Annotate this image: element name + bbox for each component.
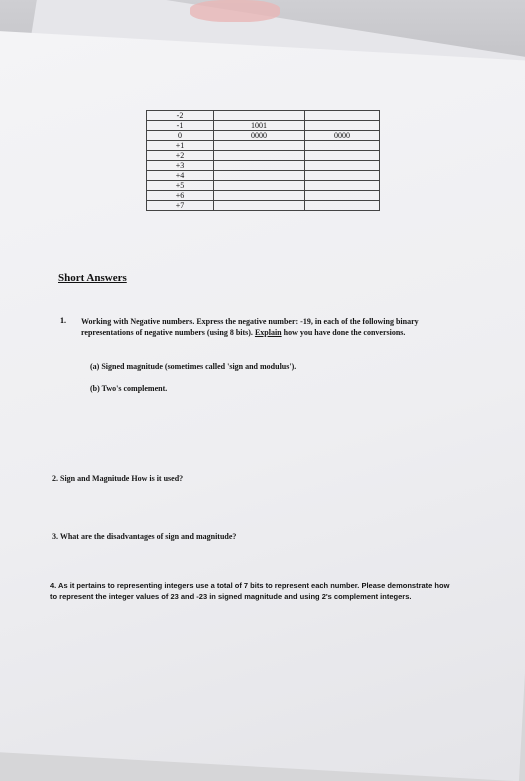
table-cell <box>305 171 380 181</box>
table-cell: 0000 <box>305 131 380 141</box>
table-row <box>147 111 380 121</box>
table-cell: +7 <box>147 201 214 211</box>
conversion-table-body <box>147 111 380 211</box>
table-cell <box>214 141 305 151</box>
table-cell <box>305 141 380 151</box>
table-cell: +3 <box>147 161 214 171</box>
table-row <box>147 181 380 191</box>
table-row <box>147 131 380 141</box>
question-1 <box>81 316 451 338</box>
table-cell <box>305 121 380 131</box>
table-cell <box>305 201 380 211</box>
table-row <box>147 151 380 161</box>
question-4: 4. As it pertains to representing integers use a total of 7 bits to represent each number. Please demonstrate how to represent the integer values of 23 and -23 in signed magnitude and using 2's complement integers. <box>50 581 450 601</box>
table-cell: +1 <box>147 141 214 151</box>
table-cell: -1 <box>147 121 214 131</box>
table-cell <box>214 111 305 121</box>
table-row <box>147 191 380 201</box>
table-cell: 1001 <box>214 121 305 131</box>
question-2: 2. Sign and Magnitude How is it used? <box>52 474 184 483</box>
table-row <box>147 121 380 131</box>
table-cell: +2 <box>147 151 214 161</box>
question-1-part-b: (b) Two's complement. <box>90 384 168 393</box>
table-cell <box>305 161 380 171</box>
table-cell: 0 <box>147 131 214 141</box>
table-row <box>147 171 380 181</box>
table-cell <box>214 161 305 171</box>
table-cell: +6 <box>147 191 214 201</box>
table-cell <box>214 191 305 201</box>
section-heading: Short Answers <box>58 272 127 284</box>
table-cell: +5 <box>147 181 214 191</box>
table-row <box>147 161 380 171</box>
table-cell: +4 <box>147 171 214 181</box>
table-cell: 0000 <box>214 131 305 141</box>
question-1-part-a: (a) Signed magnitude (sometimes called 'sign and modulus'). <box>90 362 297 371</box>
table-cell: -2 <box>147 111 214 121</box>
table-cell <box>214 201 305 211</box>
question-3: 3. What are the disadvantages of sign and magnitude? <box>52 532 237 541</box>
table-cell <box>214 151 305 161</box>
table-cell <box>305 191 380 201</box>
table-row <box>147 201 380 211</box>
table-cell <box>214 171 305 181</box>
table-cell <box>214 181 305 191</box>
question-1-explain: Explain <box>254 328 282 337</box>
table-cell <box>305 181 380 191</box>
table-cell <box>305 111 380 121</box>
conversion-table <box>146 110 380 211</box>
question-1-number: 1. <box>60 316 66 325</box>
question-1-text-b: how you have done the conversions. <box>283 328 406 337</box>
table-row <box>147 141 380 151</box>
question-1-text-a: Working with Negative numbers. Express the negative number: -19, in each of the following binary representations of negative numbers (using 8 bits). <box>81 317 419 337</box>
table-cell <box>305 151 380 161</box>
